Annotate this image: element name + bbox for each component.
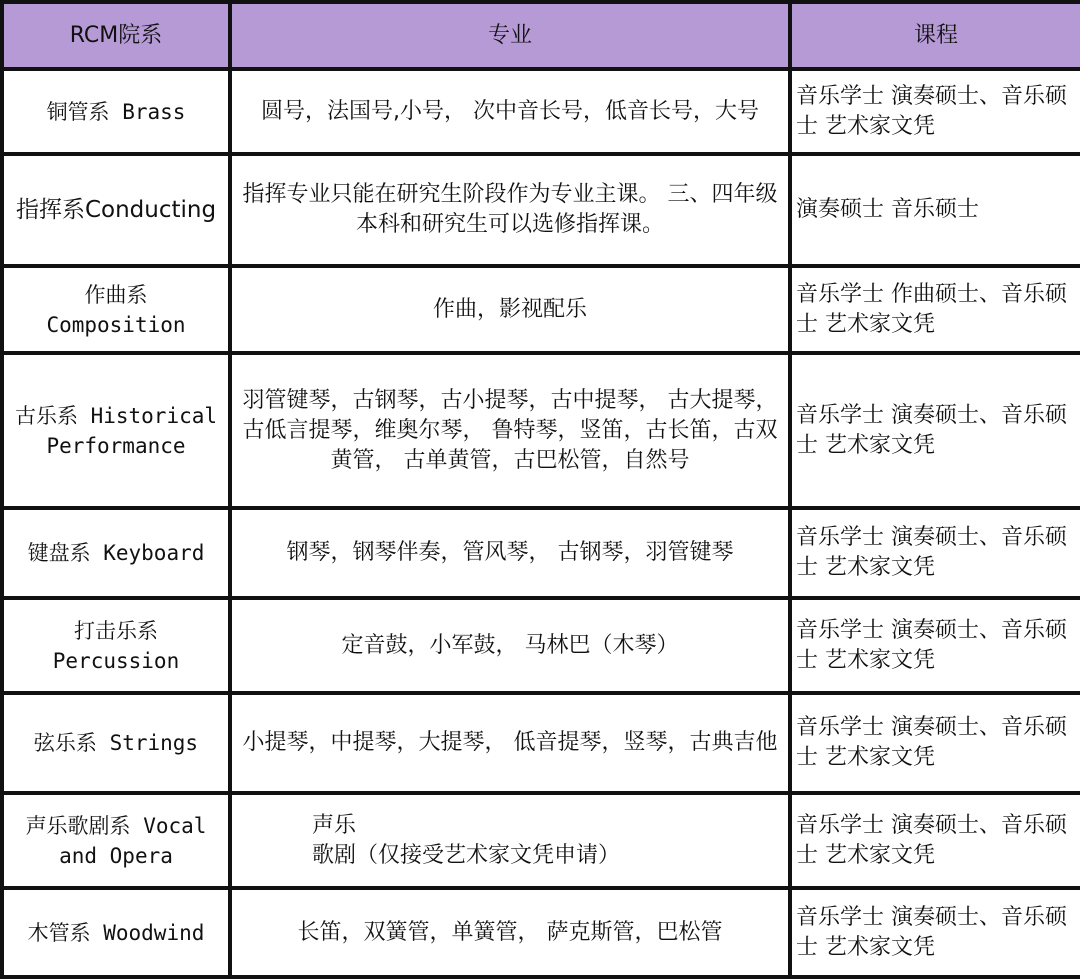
major-cell: 羽管键琴，古钢琴，古小提琴，古中提琴， 古大提琴，古低言提琴，维奥尔琴， 鲁特琴，竖笛，古长笛，古双黄管， 古单黄管，古巴松管，自然号	[230, 353, 790, 508]
course-cell: 音乐学士 演奏硕士、音乐硕士 艺术家文凭	[790, 693, 1080, 793]
dept-cell: 打击乐系 Percussion	[2, 598, 230, 693]
major-cell: 圆号，法国号,小号， 次中音长号，低音长号，大号	[230, 69, 790, 154]
table-row	[2, 598, 1080, 693]
course-cell: 音乐学士 演奏硕士、音乐硕士 艺术家文凭	[790, 353, 1080, 508]
header-row	[2, 2, 1080, 69]
table-row	[2, 69, 1080, 154]
dept-cell: 键盘系 Keyboard	[2, 508, 230, 598]
header-dept: RCM院系	[2, 2, 230, 69]
table-row	[2, 353, 1080, 508]
major-cell: 小提琴，中提琴，大提琴， 低音提琴，竖琴，古典吉他	[230, 693, 790, 793]
major-cell: 钢琴，钢琴伴奏，管风琴， 古钢琴，羽管键琴	[230, 508, 790, 598]
major-line: 声乐	[312, 812, 357, 838]
major-cell: 长笛，双簧管，单簧管， 萨克斯管，巴松管	[230, 888, 790, 977]
table-row	[2, 508, 1080, 598]
course-cell: 音乐学士 演奏硕士、音乐硕士 艺术家文凭	[790, 69, 1080, 154]
major-cell	[230, 793, 790, 888]
header-major: 专业	[230, 2, 790, 69]
major-cell: 定音鼓，小军鼓， 马林巴（木琴）	[230, 598, 790, 693]
course-cell: 音乐学士 作曲硕士、音乐硕士 艺术家文凭	[790, 266, 1080, 353]
course-cell: 音乐学士 演奏硕士、音乐硕士 艺术家文凭	[790, 793, 1080, 888]
course-cell: 音乐学士 演奏硕士、音乐硕士 艺术家文凭	[790, 888, 1080, 977]
major-cell: 作曲，影视配乐	[230, 266, 790, 353]
course-cell: 音乐学士 演奏硕士、音乐硕士 艺术家文凭	[790, 598, 1080, 693]
dept-cell: 木管系 Woodwind	[2, 888, 230, 977]
table-row	[2, 693, 1080, 793]
major-line: 歌剧（仅接受艺术家文凭申请）	[312, 842, 621, 868]
dept-cell: 声乐歌剧系 Vocal and Opera	[2, 793, 230, 888]
dept-cell: 铜管系 Brass	[2, 69, 230, 154]
header-course: 课程	[790, 2, 1080, 69]
dept-cell: 弦乐系 Strings	[2, 693, 230, 793]
table-row	[2, 154, 1080, 266]
table-row	[2, 888, 1080, 977]
dept-cell: 古乐系 Historical Performance	[2, 353, 230, 508]
dept-cell: 作曲系 Composition	[2, 266, 230, 353]
table-row	[2, 266, 1080, 353]
major-cell: 指挥专业只能在研究生阶段作为专业主课。 三、四年级本科和研究生可以选修指挥课。	[230, 154, 790, 266]
course-cell: 音乐学士 演奏硕士、音乐硕士 艺术家文凭	[790, 508, 1080, 598]
dept-cell: 指挥系Conducting	[2, 154, 230, 266]
course-cell: 演奏硕士 音乐硕士	[790, 154, 1080, 266]
table-row	[2, 793, 1080, 888]
